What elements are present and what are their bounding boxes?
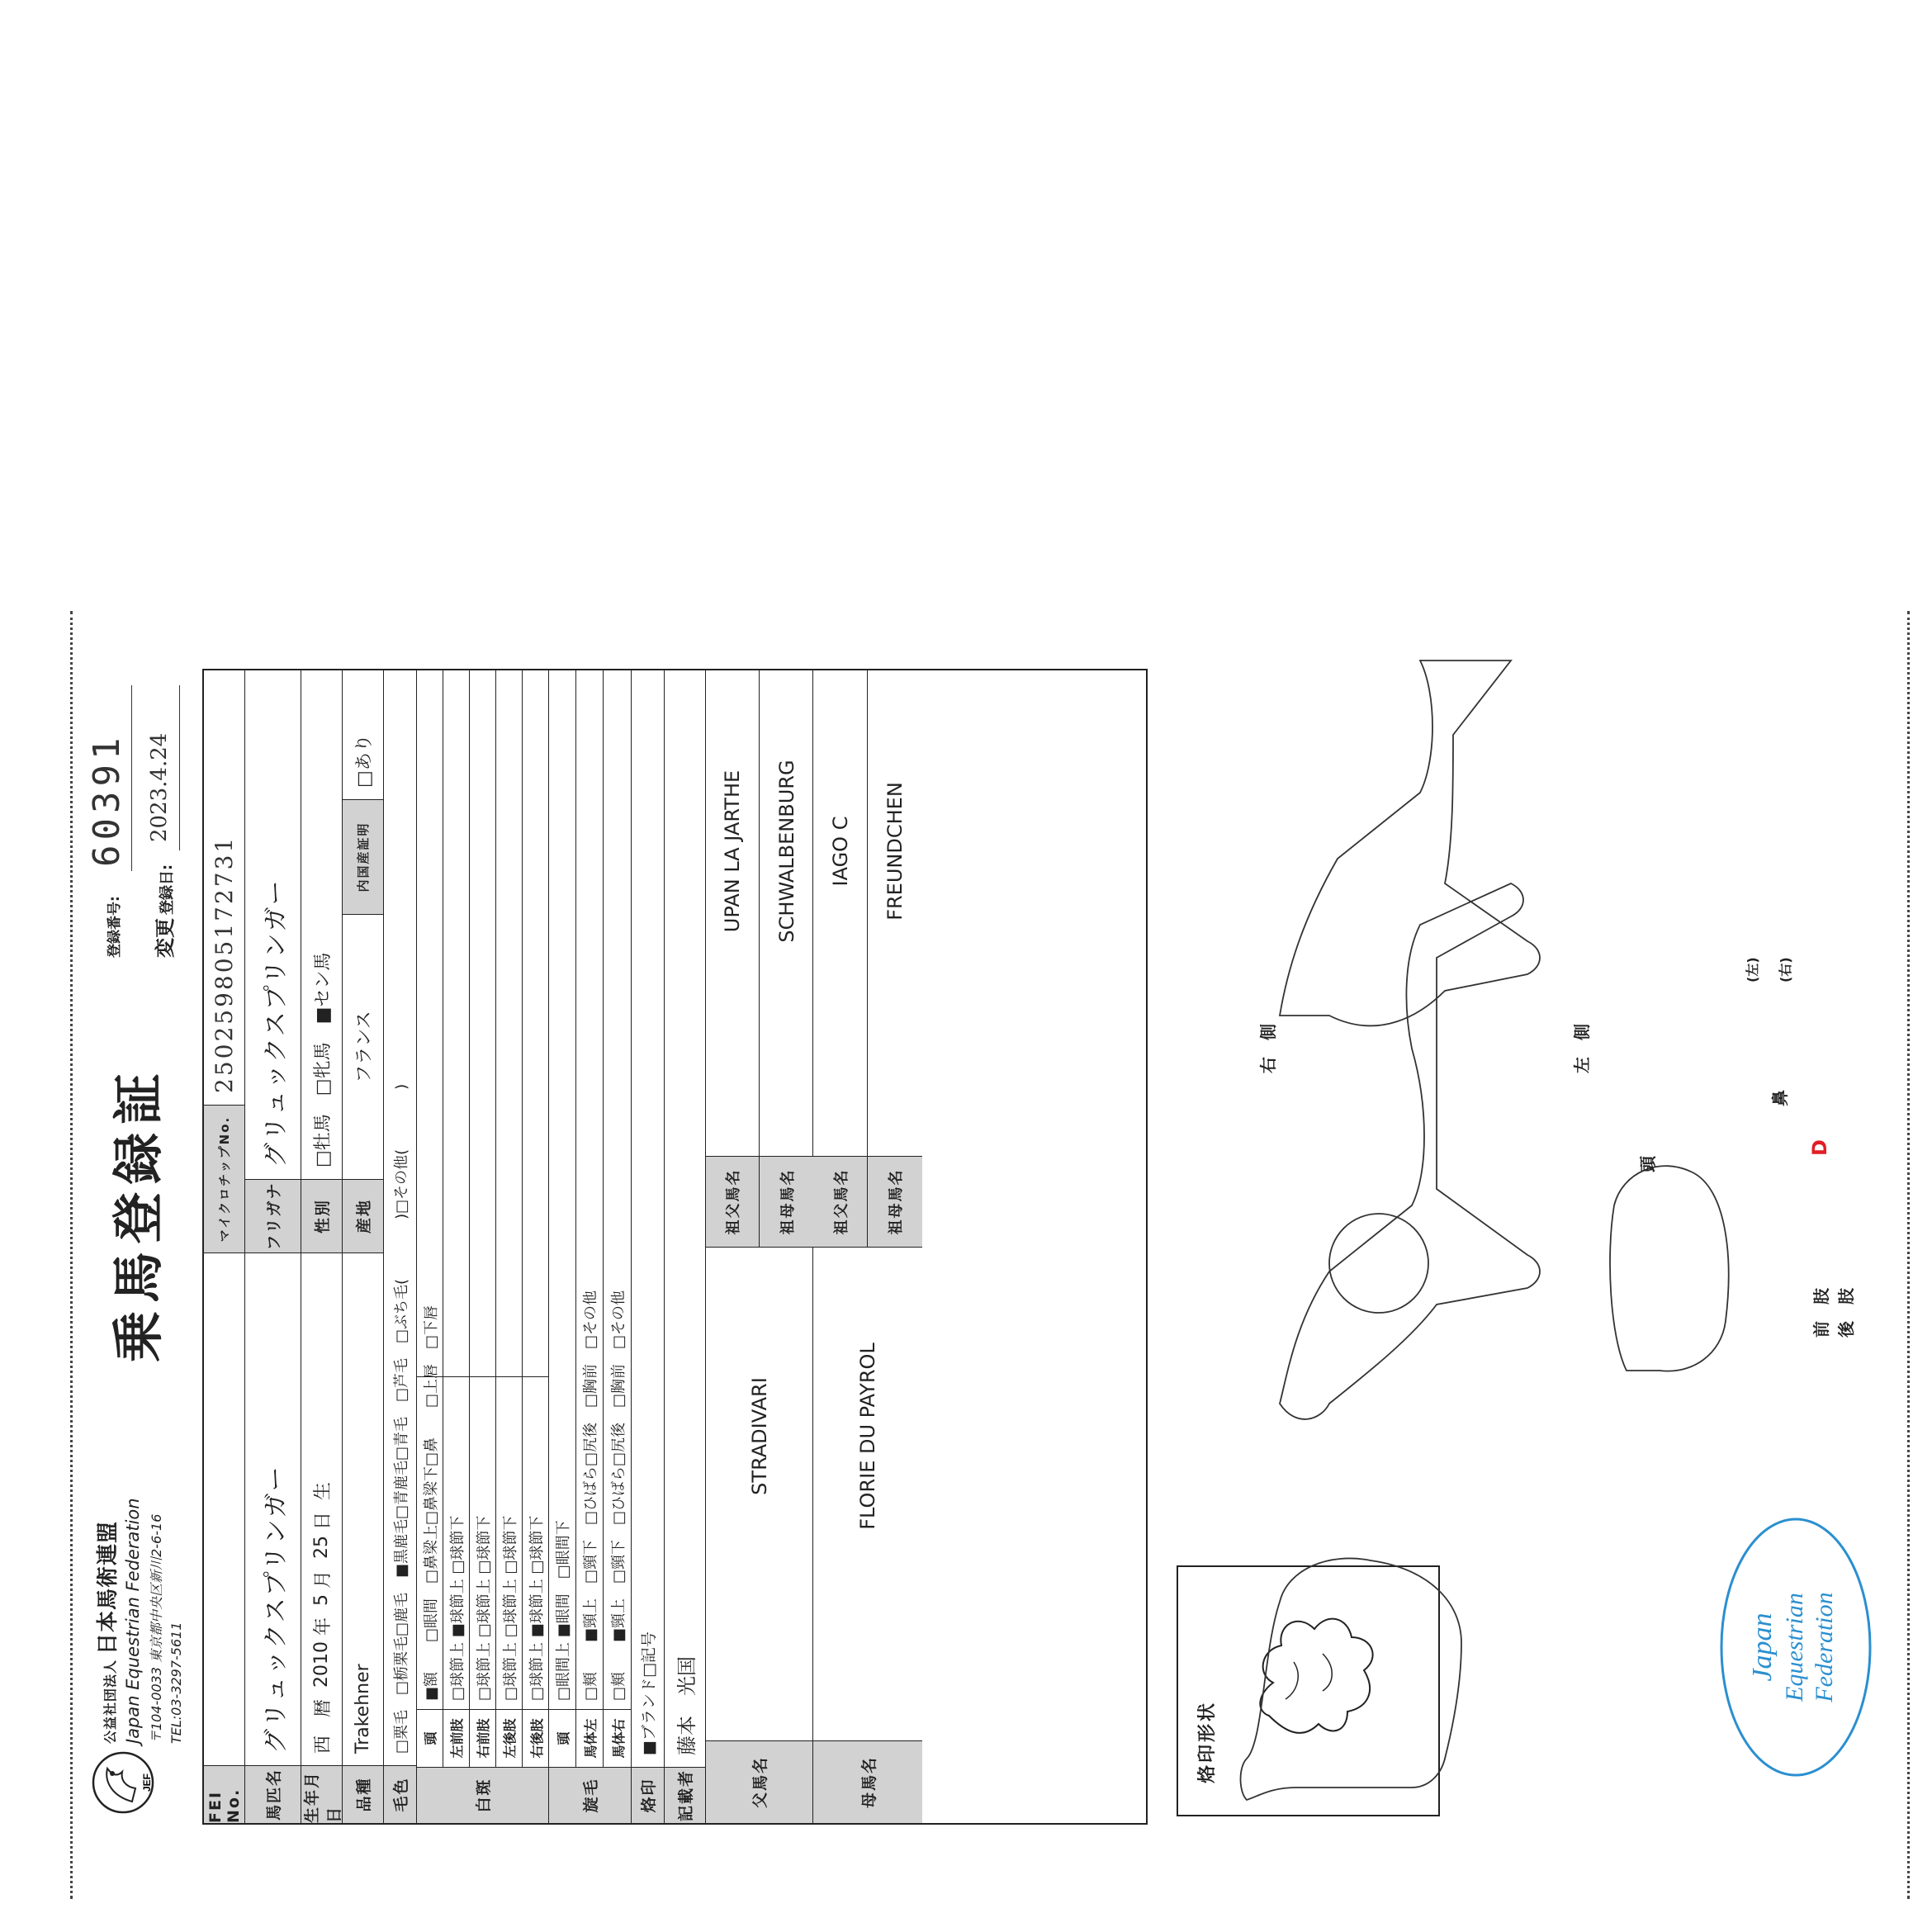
row-dob <box>301 670 343 1823</box>
white-divider <box>417 1376 548 1377</box>
whorl-row-right <box>604 670 632 1767</box>
whorl-row-head-label: 頭 <box>549 1709 575 1767</box>
domestic-label: 内国産証明 <box>343 799 383 915</box>
registration-date <box>139 685 180 958</box>
dob-suffix: 生 <box>313 1481 334 1500</box>
dob-day: 25 <box>311 1535 332 1559</box>
whorl-row-left-label: 馬体左 <box>576 1709 603 1767</box>
document-title: 乗馬登録証 <box>108 1065 168 1363</box>
sire-label: 父馬名 <box>706 1740 812 1823</box>
jef-stamp <box>1713 1511 1878 1783</box>
right-marker: (右) <box>1778 957 1793 983</box>
row-sire <box>706 670 813 1823</box>
whorl-row-left <box>576 670 604 1767</box>
stamp-line1: Japan <box>1747 1612 1778 1682</box>
row-coat <box>384 670 417 1823</box>
dob-month: 5 <box>311 1593 332 1606</box>
row-fei <box>204 670 245 1823</box>
breed-value: Trakehner <box>353 1664 373 1754</box>
whorl-row-head <box>549 670 576 1767</box>
furigana-label: フリガナ <box>245 1179 301 1253</box>
stamp-line2: Equestrian <box>1781 1593 1808 1702</box>
fei-no-label: FEI No. <box>204 1765 244 1823</box>
white-row-rh <box>523 670 549 1767</box>
white-row-head-label: 頭 <box>417 1709 443 1767</box>
dob-era: 西 暦 <box>313 1698 334 1754</box>
granddam-m-label: 祖母馬名 <box>868 1156 922 1247</box>
white-row-rf-value: □球節上 □球節上 □球節下 <box>475 1515 493 1701</box>
nose-label: 鼻 <box>1770 1090 1790 1106</box>
top-view-horse <box>1241 1558 1462 1800</box>
row-horse-name <box>245 670 301 1823</box>
white-row-lh-value: □球節上 □球節上 □球節下 <box>501 1515 519 1701</box>
right-side-label: 右 側 <box>1258 1024 1278 1073</box>
reg-no-value: 60391 <box>86 732 128 867</box>
white-row-rh-label: 右後肢 <box>523 1709 549 1767</box>
origin-value: フランス <box>354 1011 375 1083</box>
origin-label: 産地 <box>343 1179 383 1253</box>
head-label: 頭 <box>1638 1156 1658 1172</box>
coat-label: 毛色 <box>384 1765 416 1823</box>
org-name-jp: 日本馬術連盟 <box>96 1520 121 1655</box>
granddam-p-label: 祖母馬名 <box>760 1156 813 1247</box>
jef-logo <box>89 1749 157 1816</box>
logo-text: JEF <box>141 1773 153 1792</box>
whorl-row-right-label: 馬体右 <box>604 1709 632 1767</box>
row-whorls <box>549 670 632 1823</box>
whorl-mark: D <box>1808 1139 1831 1156</box>
reg-date-label: 登録日: <box>159 864 176 915</box>
org-name-en: Japan Equestrian Federation <box>123 1498 143 1744</box>
org-tel: TEL:03-3297-5611 <box>168 1622 184 1744</box>
white-label: 白斑 <box>417 1767 548 1823</box>
hind-legs-label: 後 肢 <box>1836 1288 1856 1338</box>
grandsire-paternal <box>706 670 760 1247</box>
grandsire-p-value: UPAN LA JARTHE <box>721 769 744 933</box>
grandsire-maternal <box>813 670 868 1247</box>
microchip-label: マイクロチップNo. <box>204 1105 244 1253</box>
left-side-horse <box>1280 661 1540 1025</box>
granddam-maternal <box>868 670 922 1247</box>
head-front-view <box>1610 1166 1729 1371</box>
top-dotted-border <box>70 611 73 1899</box>
org-address: 〒104-0033 東京都中央区新川2-6-16 <box>149 1513 164 1744</box>
reg-no-label: 登録番号: <box>107 896 123 958</box>
granddam-m-value: FREUNDCHEN <box>883 782 907 921</box>
fei-no-value <box>204 1303 244 1765</box>
sex-options: □牡馬 □牝馬 ■セン馬 <box>313 952 334 1167</box>
dam-block <box>813 1247 922 1823</box>
registration-table <box>202 669 1148 1825</box>
sex-label: 性別 <box>301 1179 342 1253</box>
dob-year: 2010 <box>311 1641 332 1688</box>
white-row-lf <box>443 670 470 1767</box>
dam-value: FLORIE DU PAYROL <box>856 1342 879 1530</box>
whorl-row-head-value: □眼間上 ■眼間 □眼間下 <box>555 1520 572 1701</box>
org-prefix: 公益社団法人 <box>102 1659 118 1744</box>
white-row-lh <box>496 670 523 1767</box>
white-row-lf-label: 左前肢 <box>443 1709 469 1767</box>
brand-label: 烙印 <box>632 1767 664 1823</box>
dam-label: 母馬名 <box>813 1740 922 1823</box>
left-side-label: 左 側 <box>1572 1024 1592 1073</box>
dob-day-unit: 日 <box>313 1511 334 1530</box>
row-breed <box>343 670 384 1823</box>
whorl-row-right-value: □頬 ■頸上 □頸下 □ひばら□尻後 □胸前 □その他 <box>610 1290 627 1701</box>
white-row-rh-value: □球節上 ■球節上 □球節下 <box>528 1515 546 1701</box>
front-legs-label: 前 肢 <box>1811 1288 1831 1338</box>
white-row-rf <box>470 670 496 1767</box>
sire-value: STRADIVARI <box>747 1377 771 1495</box>
granddam-paternal <box>760 670 813 1247</box>
granddam-p-value: SCHWALBENBURG <box>774 760 798 943</box>
white-row-rf-label: 右前肢 <box>470 1709 495 1767</box>
whorl-label: 旋毛 <box>549 1767 631 1823</box>
recorder-label: 記載者 <box>665 1767 705 1823</box>
grandsire-p-label: 祖父馬名 <box>706 1156 759 1247</box>
white-row-head-value: ■額 □眼間 □鼻梁上□鼻梁下□鼻 □上唇 □下唇 <box>422 1305 440 1701</box>
dob-year-unit: 年 <box>313 1617 334 1636</box>
white-row-head <box>417 670 443 1767</box>
dob-month-unit: 月 <box>313 1570 334 1589</box>
whorl-row-left-value: □頬 ■頸上 □頸下 □ひばら□尻後 □胸前 □その他 <box>582 1290 599 1701</box>
dob-label: 生年月日 <box>301 1765 342 1823</box>
nose-view <box>1329 1214 1428 1313</box>
bottom-dotted-border <box>1907 611 1910 1899</box>
horse-name-label: 馬匹名 <box>245 1765 301 1823</box>
domestic-value: □あり <box>354 734 375 788</box>
dob-value <box>301 1253 342 1765</box>
microchip-value: 250259805172731 <box>211 835 238 1093</box>
reg-date-value: 2023.4.24 <box>147 732 172 842</box>
registration-number <box>84 685 132 958</box>
horse-name-value: グリュックスプリンガー <box>261 1465 291 1754</box>
right-side-horse <box>1280 883 1540 1419</box>
row-brand <box>632 670 665 1823</box>
white-row-lf-value: □球節上 ■球節上 □球節下 <box>448 1515 466 1701</box>
brand-value: ■ブランド□記号 <box>640 1631 658 1755</box>
registration-certificate <box>0 566 1932 1932</box>
breed-label: 品種 <box>343 1765 383 1823</box>
coat-options: □栗毛 □栃栗毛□鹿毛 ■黒鹿毛□青鹿毛□青毛 □芦毛 □ぶち毛( )□その他( ) <box>392 1083 410 1754</box>
furigana-value: グリュックスプリンガー <box>261 878 291 1167</box>
white-row-lh-label: 左後肢 <box>496 1709 522 1767</box>
reg-date-prefix: 変更 <box>153 918 177 958</box>
left-marker: (左) <box>1745 957 1760 983</box>
row-recorder <box>665 670 706 1823</box>
recorder-value: 藤本 光国 <box>675 1656 698 1755</box>
grandsire-m-value: IAGO C <box>828 816 852 887</box>
sire-block <box>706 1247 812 1823</box>
row-white-markings <box>417 670 549 1823</box>
grandsire-m-label: 祖父馬名 <box>813 1156 867 1247</box>
stamp-line3: Federation <box>1811 1592 1838 1702</box>
row-dam <box>813 670 922 1823</box>
brand-shape-title: 烙印形状 <box>1197 1700 1218 1783</box>
